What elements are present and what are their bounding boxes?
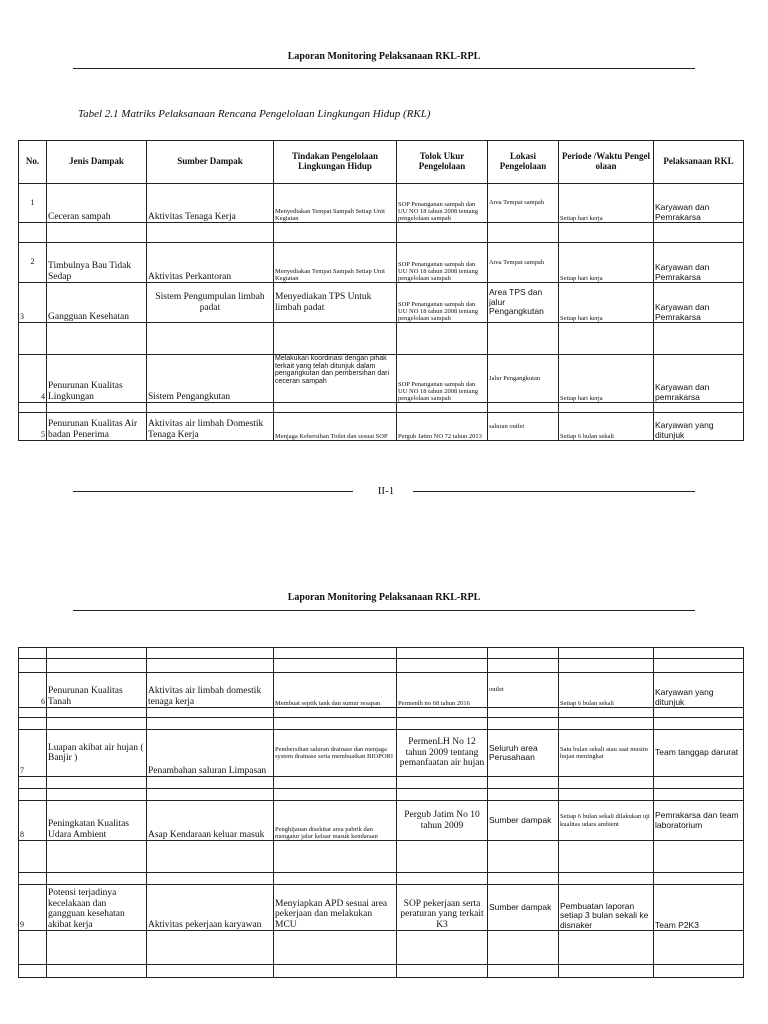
pelaksana-cell: Karyawan dan Pemrakarsa <box>654 243 744 283</box>
tindakan-cell: Membuat septik tank dan sumur resapan <box>274 673 397 708</box>
rkl-table-page1 <box>18 140 744 441</box>
col-lokasi: Lokasi Pengelolaan <box>488 141 559 184</box>
periode-cell: Setiap hari kerja <box>559 243 654 283</box>
row-number: 8 <box>19 801 47 841</box>
col-jenis-dampak: Jenis Dampak <box>47 141 147 184</box>
pelaksana-cell: Karyawan dan Pemrakarsa <box>654 283 744 323</box>
header-rule <box>73 68 695 69</box>
lokasi-cell: Area Tempat sampah <box>488 243 559 283</box>
spacer-row <box>19 718 744 730</box>
tolok-ukur-cell: Pergub Jatim No 10 tahun 2009 <box>397 801 488 841</box>
pelaksana-cell: Pemrakarsa dan team laboratorium <box>654 801 744 841</box>
periode-cell: Pembuatan laporan setiap 3 bulan sekali ke disnaker <box>559 885 654 931</box>
tindakan-cell: Menyediakan Tempat Sampah Setiap Unit Kegiatan <box>274 243 397 283</box>
footer-rule-right <box>413 491 695 492</box>
lokasi-cell: Sumber dampak <box>488 801 559 841</box>
tindakan-cell: Penghijauan disekitar area pabrik dan mengatur jalur keluar masuk kendaraan <box>274 801 397 841</box>
periode-cell: Satu bulan sekali atau saat musim hujan meningkat <box>559 730 654 777</box>
periode-cell: Setiap hari kerja <box>559 283 654 323</box>
lokasi-cell: Jalur Pengangkutan <box>488 355 559 403</box>
row-number: 3 <box>19 283 47 323</box>
spacer-row <box>19 659 744 673</box>
lokasi-cell: Area TPS dan jalur Pengangkutan <box>488 283 559 323</box>
jenis-dampak-cell: Peningkatan Kualitas Udara Ambient <box>47 801 147 841</box>
periode-cell: Setiap 6 bulan sekali <box>559 413 654 441</box>
col-sumber-dampak: Sumber Dampak <box>147 141 274 184</box>
pelaksana-cell: Karyawan yang ditunjuk <box>654 413 744 441</box>
tindakan-cell: Menyediakan TPS Untuk limbah padat <box>274 283 397 323</box>
lokasi-cell: Area Tempat sampah <box>488 184 559 223</box>
tolok-ukur-cell: PermenLH No 12 tahun 2009 tentang pemanfaatan air hujan <box>397 730 488 777</box>
footer-rule-left <box>73 491 353 492</box>
page-header: Laporan Monitoring Pelaksanaan RKL-RPL <box>287 592 481 603</box>
spacer-row <box>19 323 744 355</box>
row-number: 6 <box>19 673 47 708</box>
tindakan-cell: Menjaga Kebersihan Toilet dan sesuai SOP <box>274 413 397 441</box>
table-caption: Tabel 2.1 Matriks Pelaksanaan Rencana Pengelolaan Lingkungan Hidup (RKL) <box>78 108 431 120</box>
col-pelaksanaan: Pelaksanaan RKL <box>654 141 744 184</box>
pelaksana-cell: Karyawan dan pemrakarsa <box>654 355 744 403</box>
table-row <box>19 885 744 931</box>
jenis-dampak-cell: Potensi terjadinya kecelakaan dan gangguan kesehatan akibat kerja <box>47 885 147 931</box>
table-row <box>19 283 744 323</box>
sumber-dampak-cell: Aktivitas air limbah domestik tenaga kerja <box>147 673 274 708</box>
periode-cell: Setiap hari kerja <box>559 355 654 403</box>
row-number: 9 <box>19 885 47 931</box>
page-header: Laporan Monitoring Pelaksanaan RKL-RPL <box>287 51 481 62</box>
header-rule <box>73 610 695 611</box>
lokasi-cell: saluran outlet <box>488 413 559 441</box>
table-row <box>19 673 744 708</box>
spacer-row <box>19 873 744 885</box>
col-periode: Periode /Waktu Pengel olaan <box>559 141 654 184</box>
table-row <box>19 184 744 223</box>
sumber-dampak-cell: Aktivitas air limbah Domestik Tenaga Kerja <box>147 413 274 441</box>
sumber-dampak-cell: Aktivitas pekerjaan karyawan <box>147 885 274 931</box>
spacer-row <box>19 931 744 965</box>
row-number: 5 <box>19 413 47 441</box>
pelaksana-cell: Karyawan yang ditunjuk <box>654 673 744 708</box>
tindakan-cell: Melakukan koordinasi dengan pihak terkait yang telah ditunjuk dalam pengangkutan dan pembersihan dari ceceran sampah <box>274 355 397 403</box>
row-number: 2 <box>19 243 47 283</box>
lokasi-cell: Seluruh area Perusahaan <box>488 730 559 777</box>
jenis-dampak-cell: Penurunan Kualitas Air badan Penerima <box>47 413 147 441</box>
sumber-dampak-cell: Penambahan saluran Limpasan <box>147 730 274 777</box>
spacer-row <box>19 648 744 659</box>
pelaksana-cell: Team tanggap darurat <box>654 730 744 777</box>
jenis-dampak-cell: Luapan akibat air hujan ( Banjir ) <box>47 730 147 777</box>
table-header-row <box>19 141 744 184</box>
spacer-row <box>19 965 744 978</box>
periode-cell: Setiap 6 bulan sekali dilakukan uji kualitas udara ambient <box>559 801 654 841</box>
col-tindakan: Tindakan Pengelolaan Lingkungan Hidup <box>274 141 397 184</box>
spacer-row <box>19 403 744 413</box>
tolok-ukur-cell: Permenlh no 68 tahun 2016 <box>397 673 488 708</box>
table-row <box>19 243 744 283</box>
sumber-dampak-cell: Aktivitas Perkantoran <box>147 243 274 283</box>
sumber-dampak-cell: Asap Kendaraan keluar masuk <box>147 801 274 841</box>
col-no: No. <box>19 141 47 184</box>
spacer-row <box>19 223 744 243</box>
periode-cell: Setiap 6 bulan sekali <box>559 673 654 708</box>
sumber-dampak-cell: Sistem Pengangkutan <box>147 355 274 403</box>
tolok-ukur-cell: SOP Penanganan sampah dan UU NO 18 tahun 2008 tentang pengelolaan sampah <box>397 283 488 323</box>
pelaksana-cell: Team P2K3 <box>654 885 744 931</box>
row-number: 1 <box>19 184 47 223</box>
jenis-dampak-cell: Penurunan Kualitas Tanah <box>47 673 147 708</box>
tolok-ukur-cell: SOP Penanganan sampah dan UU NO 18 tahun 2008 tentang pengelolaan sampah <box>397 355 488 403</box>
sumber-dampak-cell: Aktivitas Tenaga Kerja <box>147 184 274 223</box>
jenis-dampak-cell: Penurunan Kualitas Lingkungan <box>47 355 147 403</box>
table-row <box>19 801 744 841</box>
tolok-ukur-cell: SOP Penanganan sampah dan UU NO 18 tahun 2008 tentang pengelolaan sampah <box>397 243 488 283</box>
rkl-table-page2 <box>18 647 744 978</box>
spacer-row <box>19 841 744 873</box>
row-number: 4 <box>19 355 47 403</box>
table-row <box>19 355 744 403</box>
row-number: 7 <box>19 730 47 777</box>
tolok-ukur-cell: Pergub Jatim NO 72 tahun 2013 <box>397 413 488 441</box>
spacer-row <box>19 777 744 789</box>
pelaksana-cell: Karyawan dan Pemrakarsa <box>654 184 744 223</box>
tindakan-cell: Menyediakan Tempat Sampah Setiap Unit Kegiatan <box>274 184 397 223</box>
lokasi-cell: Sumber dampak <box>488 885 559 931</box>
periode-cell: Setiap hari kerja <box>559 184 654 223</box>
tindakan-cell: Pembersihan saluran drainase dan menjaga system drainase serta membuatkan BIOPORI <box>274 730 397 777</box>
tolok-ukur-cell: SOP pekerjaan serta peraturan yang terkait K3 <box>397 885 488 931</box>
tindakan-cell: Menyiapkan APD sesuai area pekerjaan dan melakukan MCU <box>274 885 397 931</box>
spacer-row <box>19 789 744 801</box>
col-tolok-ukur: Tolok Ukur Pengelolaan <box>397 141 488 184</box>
jenis-dampak-cell: Ceceran sampah <box>47 184 147 223</box>
jenis-dampak-cell: Timbulnya Bau Tidak Sedap <box>47 243 147 283</box>
page-number: II-1 <box>377 485 395 497</box>
table-row <box>19 413 744 441</box>
spacer-row <box>19 708 744 718</box>
lokasi-cell: outlet <box>488 673 559 708</box>
table-row <box>19 730 744 777</box>
jenis-dampak-cell: Gangguan Kesehatan <box>47 283 147 323</box>
sumber-dampak-cell: Sistem Pengumpulan limbah padat <box>147 283 274 323</box>
tolok-ukur-cell: SOP Penanganan sampah dan UU NO 18 tahun 2008 tentang pengelolaan sampah <box>397 184 488 223</box>
